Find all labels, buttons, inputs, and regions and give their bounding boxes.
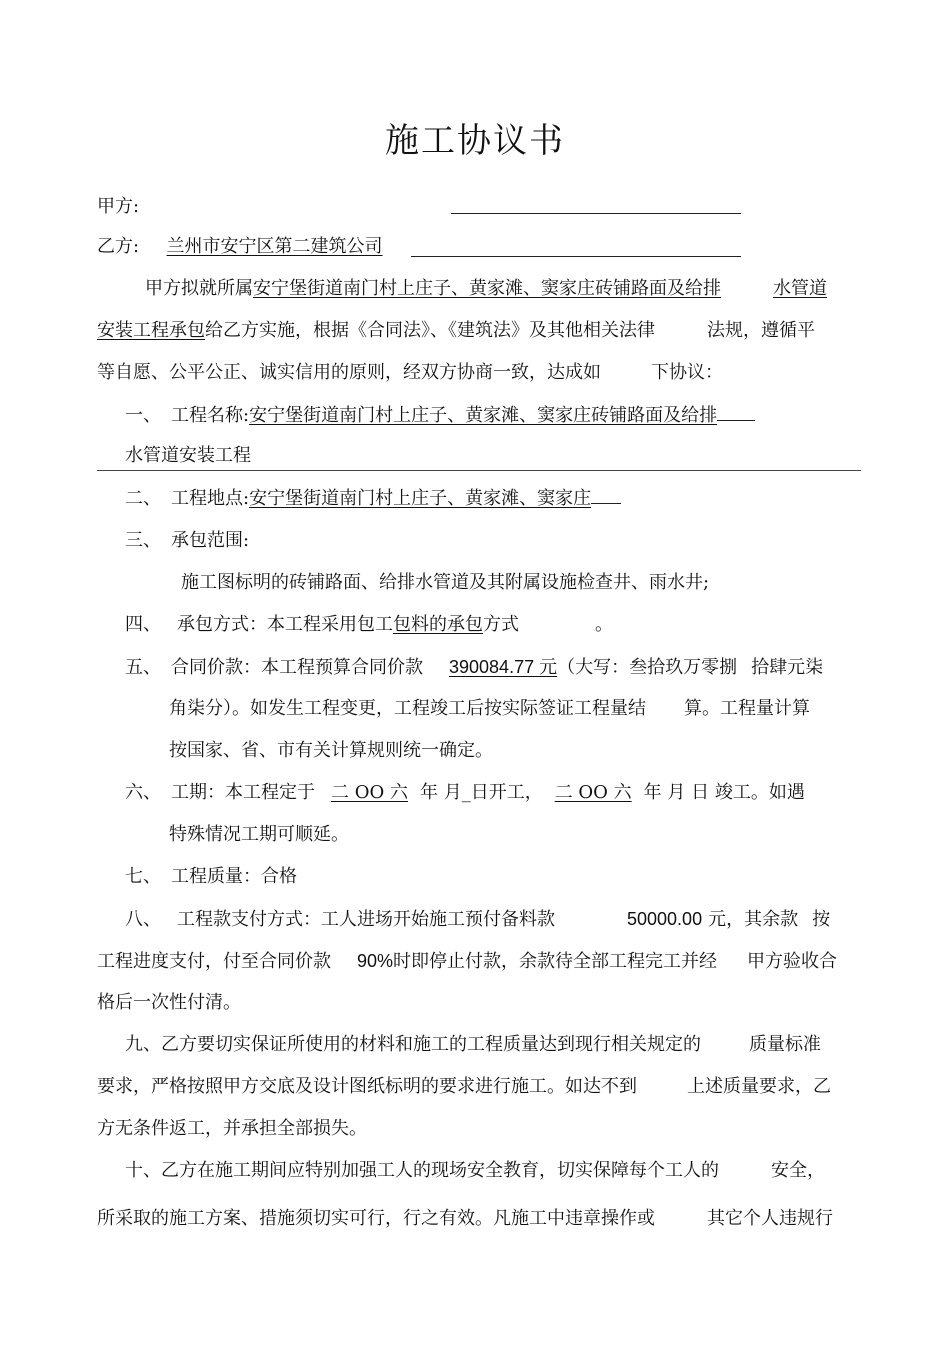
clause-number: 八、 [125,909,161,930]
clause-4 [125,612,613,638]
clause-text: 角柒分）。如发生工程变更，工程竣工后按实际签证工程量结 [169,698,646,719]
intro-text: 法规，遵循平 [707,320,815,341]
intro-line-3 [97,360,723,386]
clause-2 [125,486,621,512]
clause-6-line-2 [169,822,349,848]
document-title: 施工协议书 [385,121,565,161]
payment-percentage: 90% [357,951,394,971]
clause-1 [125,403,755,429]
clause-label: 工程名称: [171,405,250,426]
underline-rule [97,470,861,471]
scope-detail: 施工图标明的砖铺路面、给排水管道及其附属设施检查井、雨水井; [181,572,710,593]
clause-number: 三、 [125,530,161,551]
clause-number: 七、 [125,866,161,887]
clause-text: 工程进度支付，付至合同价款 [97,951,331,972]
contract-method-value: 包料的承包 [393,614,483,635]
clause-9-line-3 [97,1116,367,1142]
clause-10-line-2 [97,1206,833,1232]
clause-text: 特殊情况工期可顺延。 [169,824,349,845]
clause-text: 元，其余款 [708,909,799,930]
intro-project-name-cont: 水管道 [773,278,827,299]
clause-7 [125,864,297,890]
clause-text: 方式 [483,614,519,635]
clause-text: 所采取的施工方案、措施须切实可行，行之有效。凡施工中违章操作或 [97,1208,655,1229]
clause-text: 安全， [771,1160,825,1181]
intro-text: 下协议： [651,362,723,383]
party-a-line [97,194,139,220]
clause-text: 按 [812,909,831,930]
clause-number: 一、 [125,405,161,426]
intro-line-2 [97,318,815,344]
intro-text: 甲方拟就所属 [145,278,253,299]
clause-text: 工程款支付方式：工人进场开始施工预付备料款 [177,909,555,930]
intro-project-name: 安宁堡街道南门村上庄子、黄家滩、窦家庄砖铺路面及给排 [253,278,721,299]
intro-project-name-end: 安装工程承包 [97,320,205,341]
clause-10 [125,1158,825,1184]
clause-text: 工程质量：合格 [171,866,297,887]
party-a-label: 甲方: [97,196,140,217]
contract-amount: 390084.77 元 [449,657,558,677]
clause-label: 承包范围: [171,530,250,551]
advance-payment-amount: 50000.00 [627,909,703,929]
end-year: 二 OO 六 [554,782,632,803]
project-name-value: 安宁堡街道南门村上庄子、黄家滩、窦家庄砖铺路面及给排 [249,405,718,426]
clause-5-line-2 [169,696,810,722]
clause-text: 年 月_日开工， [419,782,543,803]
clause-number: 五、 [125,657,161,678]
party-b-label: 乙方: [97,236,140,257]
clause-text: 工期：本工程定于 [171,782,315,803]
clause-text: 年 月 日 竣工。如遇 [643,782,805,803]
clause-text: 其它个人违规行 [707,1208,833,1229]
clause-text: 按国家、省、市有关计算规则统一确定。 [169,740,493,761]
clause-9-line-2 [97,1074,831,1100]
clause-text: 时即停止付款，余款待全部工程完工并经 [393,951,718,972]
project-name-value-cont: 水管道安装工程 [125,445,251,466]
clause-text: 拾肆元柒 [751,657,824,678]
clause-text: 十、乙方在施工期间应特别加强工人的现场安全教育，切实保障每个工人的 [125,1160,719,1181]
clause-5-line-3 [169,738,493,764]
party-b-blank [411,256,741,257]
clause-text: 承包方式：本工程采用包工 [177,614,393,635]
clause-text: 要求，严格按照甲方交底及设计图纸标明的要求进行施工。如达不到 [97,1076,637,1097]
clause-8 [125,906,830,933]
clause-text: 质量标准 [749,1034,821,1055]
clause-text: 算。工程量计算 [684,698,810,719]
intro-text: 给乙方实施，根据《合同法》、《建筑法》及其他相关法律 [205,320,655,341]
clause-8-line-3 [97,990,241,1016]
intro-line-1 [145,276,827,302]
clause-text: 甲方验收合 [747,951,838,972]
clause-text: 上述质量要求，乙 [687,1076,831,1097]
start-year: 二 OO 六 [331,782,408,803]
clause-number: 四、 [125,614,161,635]
clause-text: 方无条件返工，并承担全部损失。 [97,1118,367,1139]
clause-text: 九、乙方要切实保证所使用的材料和施工的工程质量达到现行相关规定的 [125,1034,701,1055]
party-b-name: 兰州市安宁区第二建筑公司 [166,236,383,257]
clause-label: 工程地点: [171,488,250,509]
project-location-value: 安宁堡街道南门村上庄子、黄家滩、窦家庄 [249,488,592,509]
clause-9 [125,1032,821,1058]
clause-6 [125,780,805,806]
clause-text: （大写：叁拾玖万零捌 [557,657,738,678]
party-b-line [97,234,383,260]
clause-number: 二、 [125,488,161,509]
clause-1-cont [125,443,251,469]
intro-text: 等自愿、公平公正、诚实信用的原则，经双方协商一致，达成如 [97,362,601,383]
party-a-blank [451,213,741,214]
clause-3 [125,528,249,554]
clause-text: 格后一次性付清。 [97,992,241,1013]
clause-text: 合同价款：本工程预算合同价款 [171,657,423,678]
clause-5 [125,654,823,681]
clause-text: 。 [595,614,613,635]
clause-8-line-2 [97,948,837,975]
clause-number: 六、 [125,782,161,803]
clause-3-detail [181,570,709,596]
